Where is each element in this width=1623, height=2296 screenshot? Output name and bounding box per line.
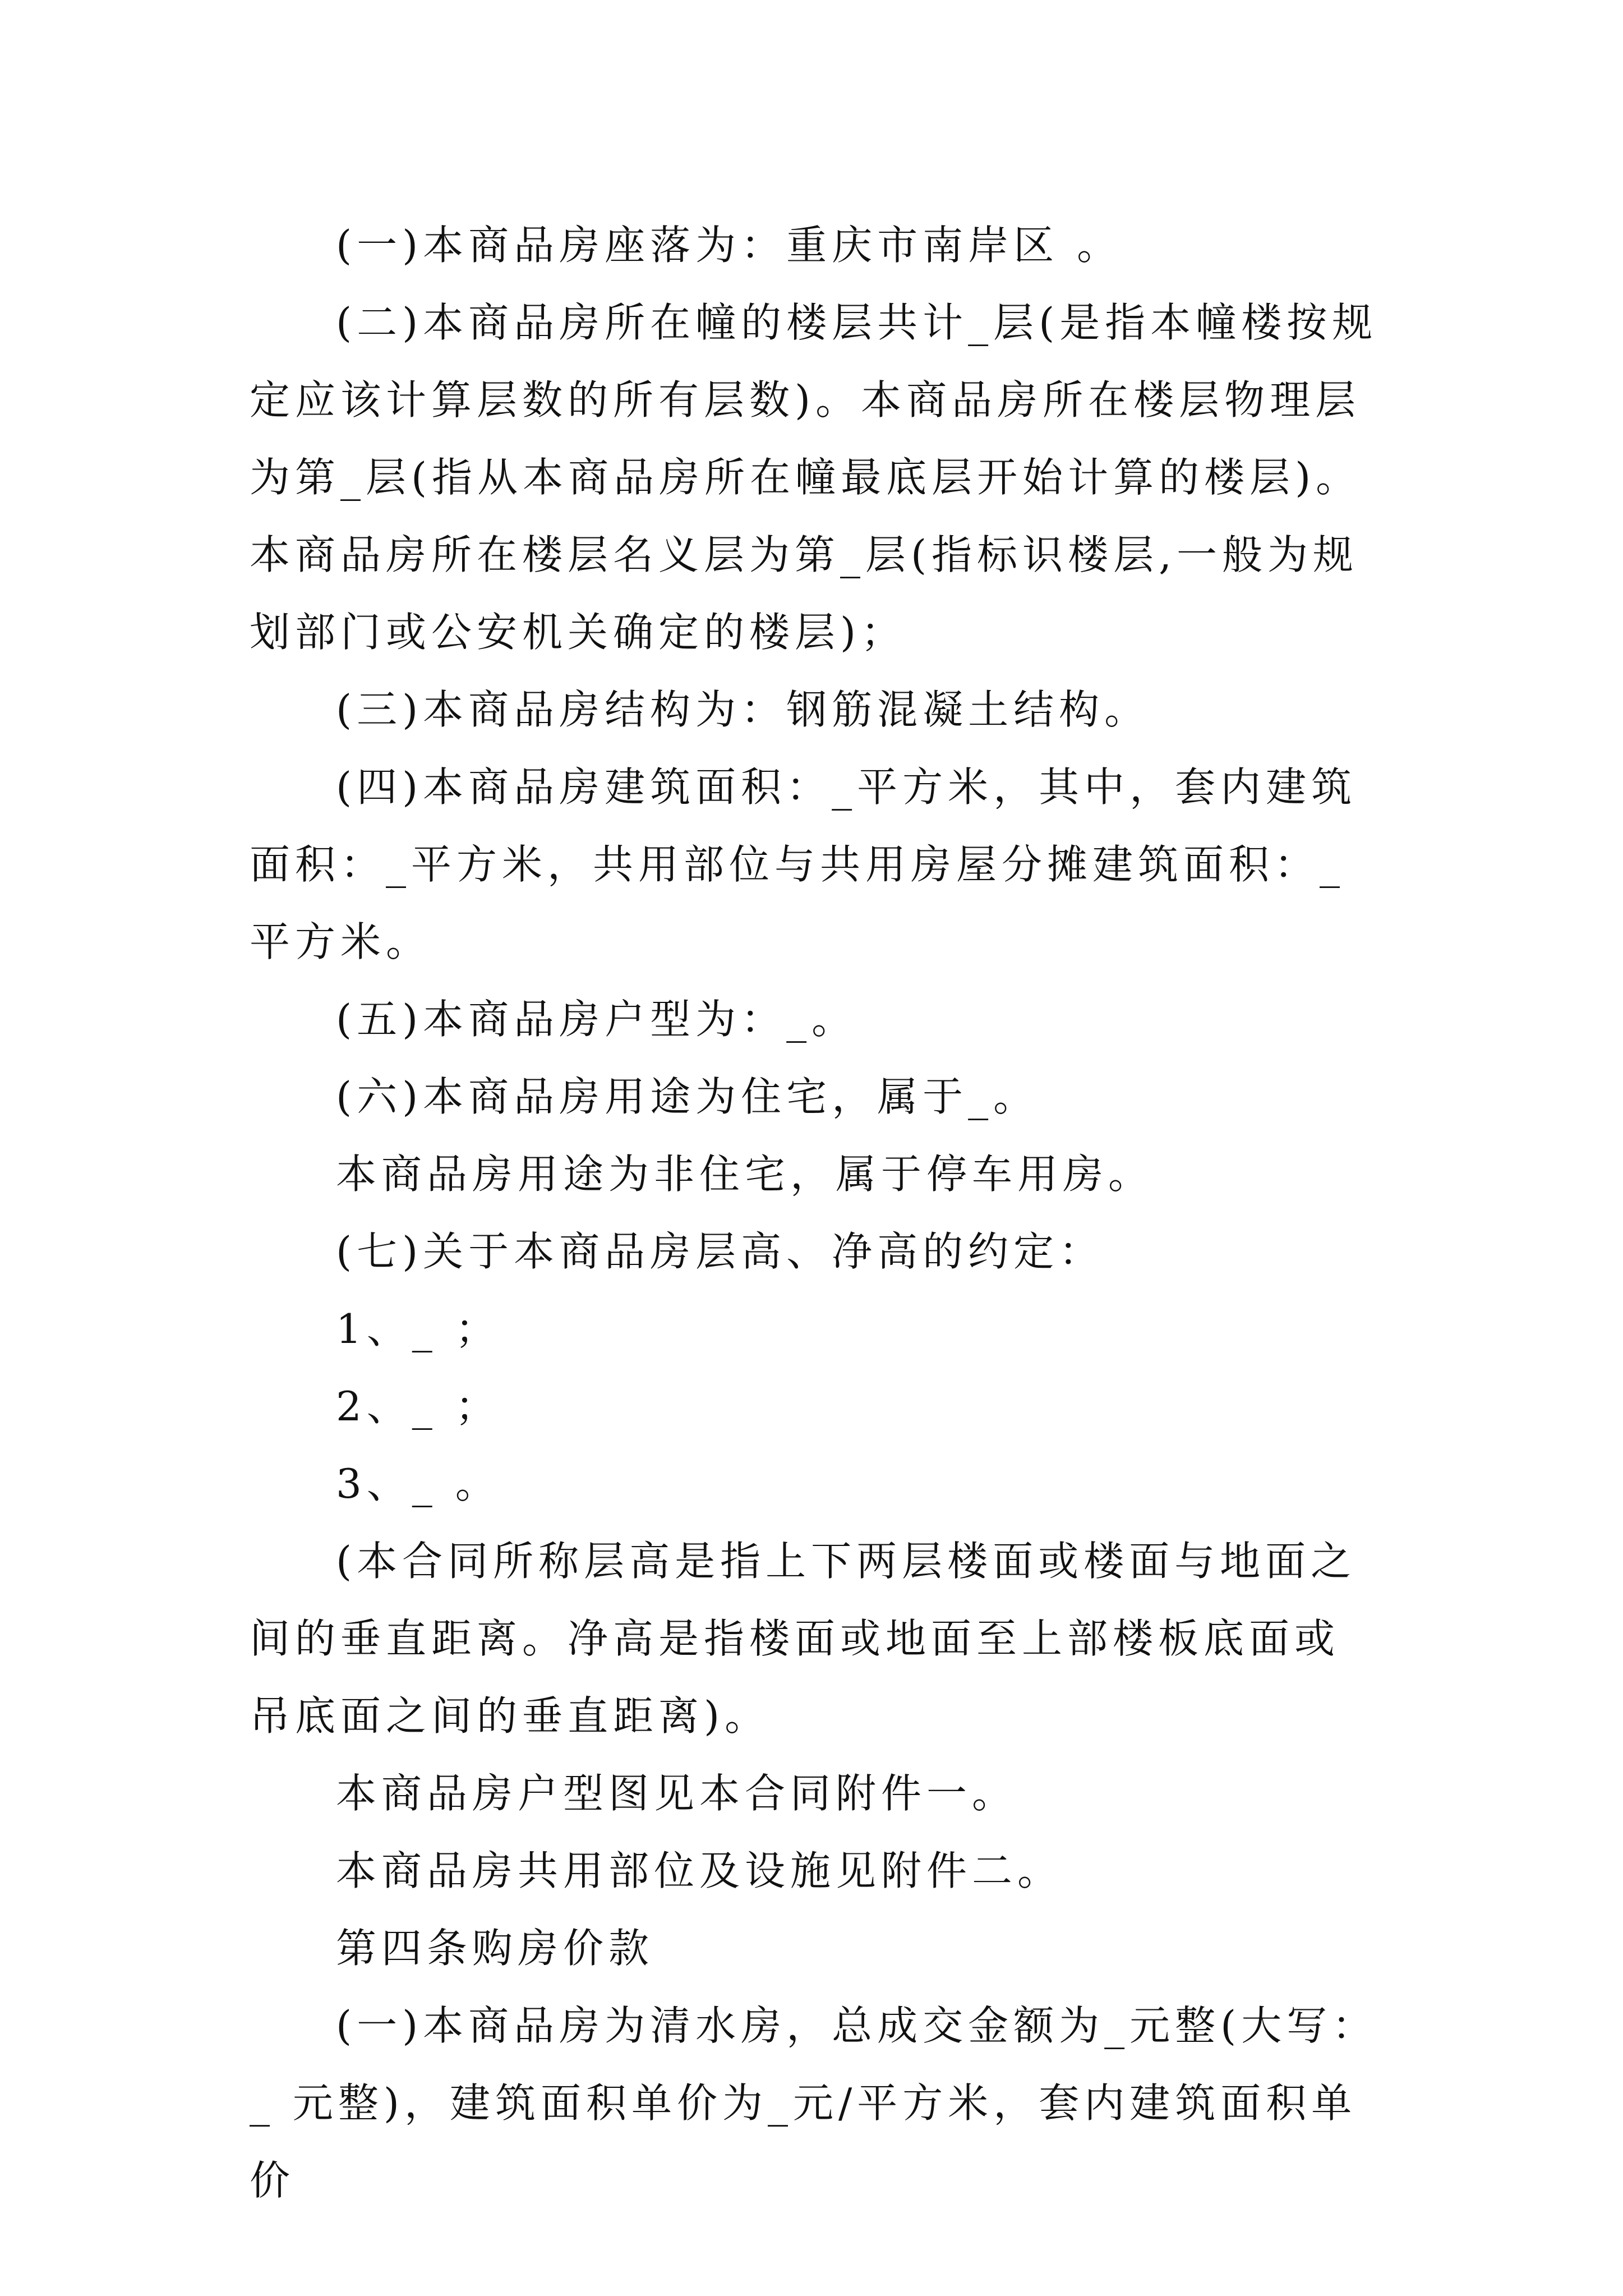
paragraph-layout: (五)本商品房户型为：_。: [336, 996, 857, 1043]
paragraph-usage-residential: (六)本商品房用途为住宅，属于_。: [336, 1073, 1039, 1120]
paragraph-shared-facilities-annex: 本商品房共用部位及设施见附件二。: [336, 1847, 1063, 1894]
paragraph-location: (一)本商品房座落为：重庆市南岸区 。: [336, 222, 1123, 269]
paragraph-height-agreement: (七)关于本商品房层高、净高的约定：: [336, 1228, 1105, 1275]
paragraph-usage-nonresidential: 本商品房用途为非住宅，属于停车用房。: [336, 1151, 1154, 1198]
paragraph-structure: (三)本商品房结构为：钢筋混凝土结构。: [336, 686, 1150, 733]
paragraph-height-definition: (本合同所称层高是指上下两层楼面或楼面与地面之间的垂直距离。净高是指楼面或地面至上部楼板底面或吊底面之间的垂直距离)。: [250, 1538, 1357, 1740]
list-item-3: 3、_ 。: [336, 1460, 501, 1507]
list-item-2: 2、_ ；: [336, 1383, 501, 1430]
paragraph-floorplan-annex: 本商品房户型图见本合同附件一。: [336, 1770, 1018, 1817]
list-item-1: 1、_ ；: [336, 1305, 501, 1352]
paragraph-floors: (二)本商品房所在幢的楼层共计_层(是指本幢楼按规定应该计算层数的所有层数)。本商品房所在楼层物理层为第_层(指从本商品房所在幢最底层开始计算的楼层)。本商品房所在楼层名义层为第_层(指标识楼层,一般为规划部门或公安机关确定的楼层)；: [250, 299, 1378, 656]
section-heading-price: 第四条购房价款: [336, 1925, 654, 1972]
paragraph-price: (一)本商品房为清水房，总成交金额为_元整(大写：_ 元整)，建筑面积单价为_元/平方米，套内建筑面积单价: [250, 2002, 1378, 2204]
document-body: [250, 206, 1382, 2219]
paragraph-area: (四)本商品房建筑面积：_平方米，其中，套内建筑面积：_平方米，共用部位与共用房屋分摊建筑面积：_平方米。: [250, 763, 1357, 965]
